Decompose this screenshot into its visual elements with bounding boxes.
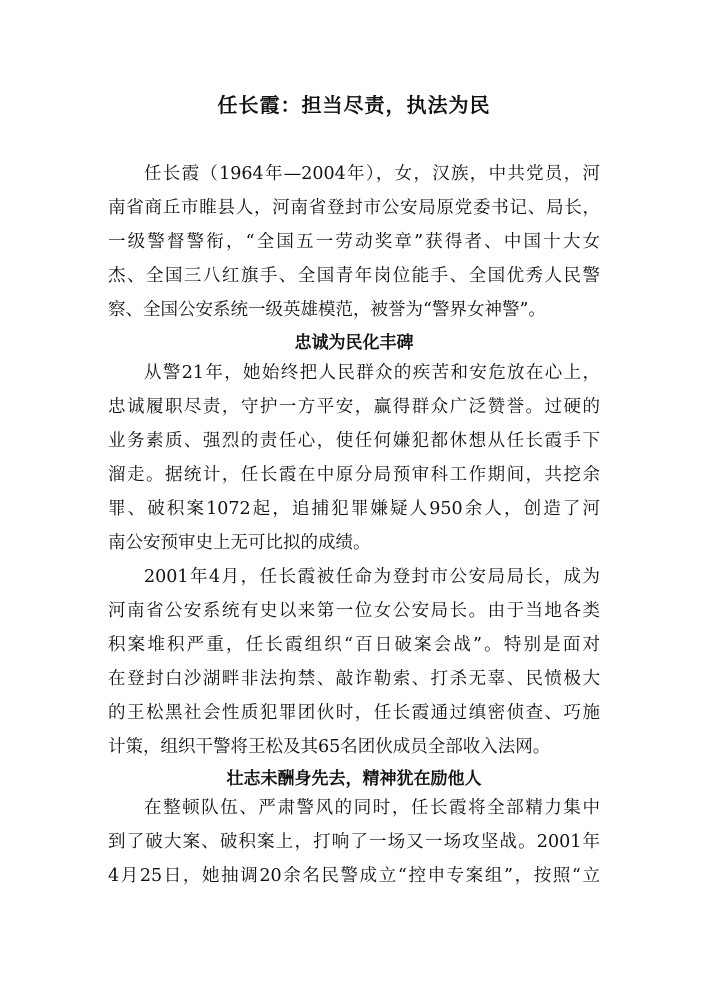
intro-line: 南省商丘市睢县人，河南省登封市公安局原党委书记、局长， [108,198,600,218]
paragraph-line: 4月25日，她抽调20余名民警成立“控申专案组”，按照“立 [108,866,600,886]
intro-line: 任长霞（1964年—2004年），女，汉族，中共党员，河 [144,164,600,184]
paragraph-line: 南公安预审史上无可比拟的成绩。 [108,533,371,553]
paragraph-line: 的王松黑社会性质犯罪团伙时，任长霞通过缜密侦查、巧施 [108,703,600,723]
section-heading: 壮志未酬身先去，精神犹在励他人 [226,769,482,789]
intro-line: 察、全国公安系统一级英雄模范，被誉为“警界女神警”。 [108,300,546,320]
intro-line: 一级警督警衔，“全国五一劳动奖章”获得者、中国十大女 [108,232,600,252]
paragraph-line: 河南省公安系统有史以来第一位女公安局长。由于当地各类 [108,601,600,621]
intro-line: 杰、全国三八红旗手、全国青年岗位能手、全国优秀人民警 [108,266,600,286]
paragraph-line: 在登封白沙湖畔非法拘禁、敲诈勒索、打杀无辜、民愤极大 [108,669,600,689]
paragraph-line: 溜走。据统计，任长霞在中原分局预审科工作期间，共挖余 [108,465,600,485]
paragraph-line: 罪、破积案1072起，追捕犯罪嫌疑人950余人，创造了河 [108,499,600,519]
paragraph-line: 业务素质、强烈的责任心，使任何嫌犯都休想从任长霞手下 [108,431,600,451]
section-heading: 忠诚为民化丰碑 [294,333,414,353]
paragraph-line: 忠诚履职尽责，守护一方平安，赢得群众广泛赞誉。过硬的 [108,397,600,417]
paragraph-line: 积案堆积严重，任长霞组织“百日破案会战”。特别是面对 [108,635,600,655]
paragraph-line: 计策，组织干警将王松及其65名团伙成员全部收入法网。 [108,737,551,757]
paragraph-line: 到了破大案、破积案上，打响了一场又一场攻坚战。2001年 [108,832,600,852]
document-title: 任长霞：担当尽责，执法为民 [217,93,491,117]
paragraph-line: 从警21年，她始终把人民群众的疾苦和安危放在心上， [144,363,600,383]
paragraph-line: 2001年4月，任长霞被任命为登封市公安局局长，成为 [144,567,600,587]
paragraph-line: 在整顿队伍、严肃警风的同时，任长霞将全部精力集中 [144,798,600,818]
